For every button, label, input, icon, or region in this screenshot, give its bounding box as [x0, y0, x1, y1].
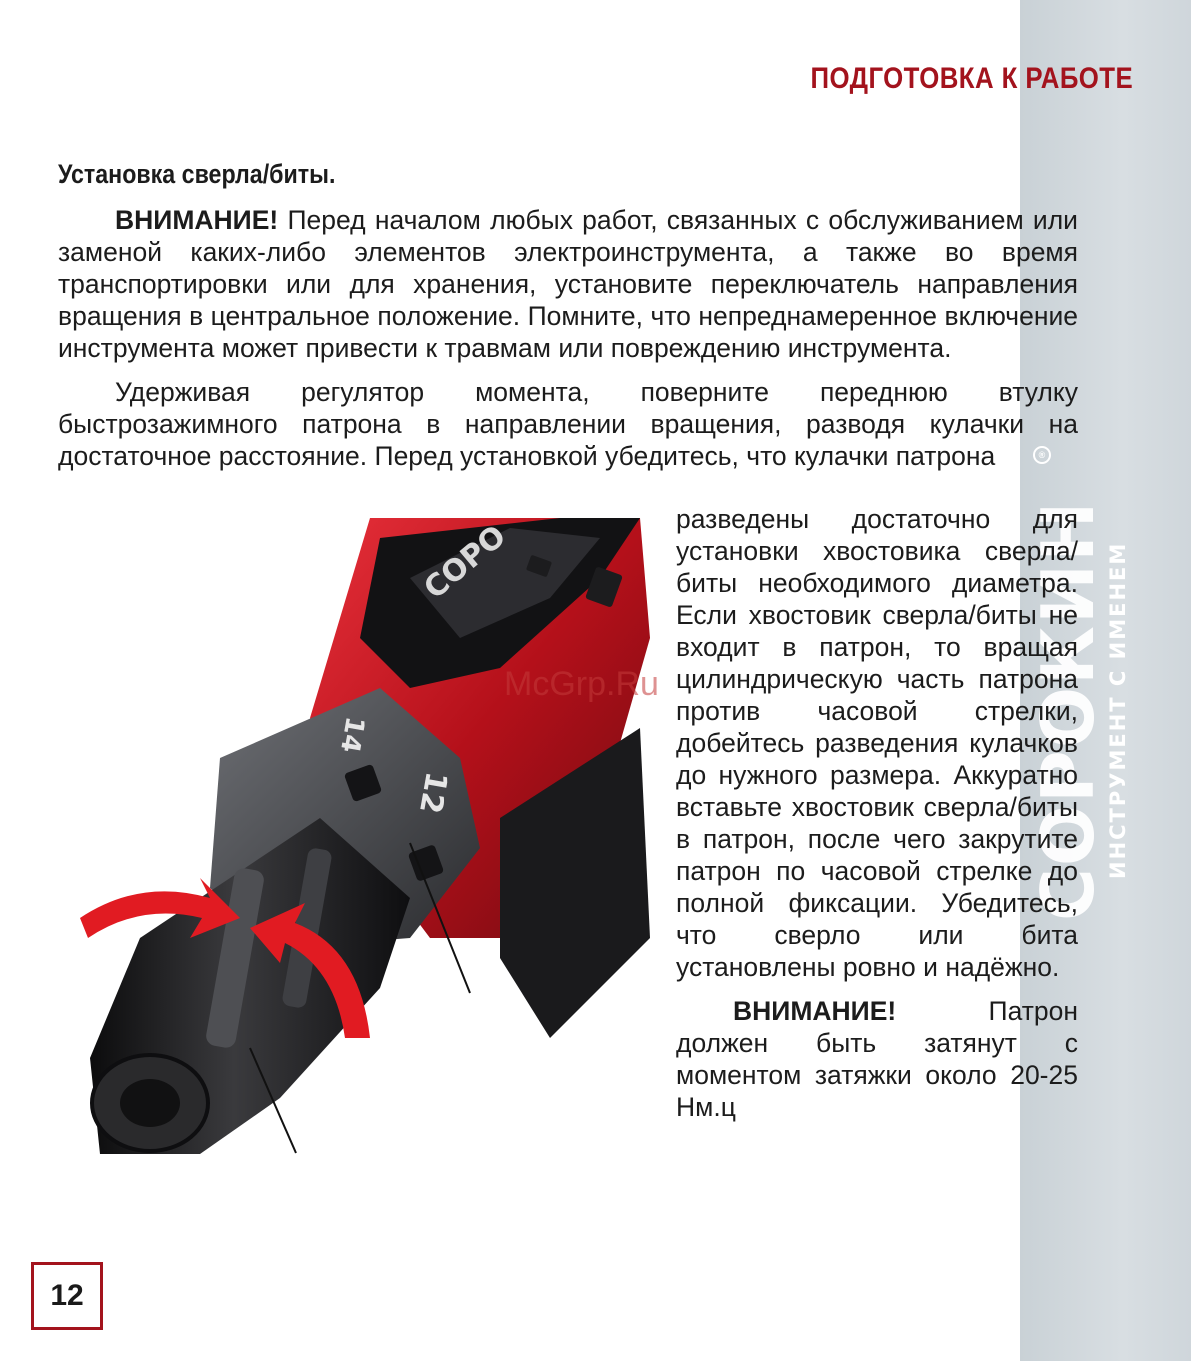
main-content: [58, 158, 1078, 472]
brand-tagline: ИНСТРУМЕНТ С ИМЕНЕМ: [1106, 541, 1130, 879]
warning-paragraph: [58, 204, 1078, 364]
side-text-column: [676, 503, 1078, 1123]
section-title: ПОДГОТОВКА К РАБОТЕ: [810, 62, 1133, 95]
page-number-text: 12: [50, 1279, 84, 1312]
torque-warning-text: Патрон должен быть затянут с моментом затяжки около 20-25 Нм.ц: [676, 996, 1078, 1122]
subtitle: Установка сверла/биты.: [58, 159, 336, 189]
watermark: McGrp.Ru: [504, 665, 659, 703]
torque-warning-label: ВНИМАНИЕ!: [733, 996, 897, 1026]
housing-brand-text: СОРО: [417, 518, 513, 607]
torque-warning-paragraph: [676, 995, 1078, 1123]
clutch-number-12: 12: [412, 768, 454, 817]
side-text: разведены достаточно для установки хвостовика сверла/биты необходимого диаметра. Если хвостовик сверла/биты не входит в патрон, то вращая цилиндрическую часть патрона против часовой стрелки, добейтесь разведения кулачков до нужного размера. Аккуратно вставьте хвостовик сверла/биты в патрон, после чего закрутите патрон по часовой стрелке до полной фиксации. Убедитесь, что сверло или бита установлены ровно и надёжно.: [676, 504, 1078, 982]
registered-mark-icon: ®: [1033, 446, 1051, 464]
warning-label: ВНИМАНИЕ!: [115, 205, 279, 235]
side-paragraph: [676, 503, 1078, 983]
warning-text: Перед началом любых работ, связанных с обслуживанием или заменой каких-либо элементов электроинструмента, а также во время транспортировки или для хранения, установите переключатель направления вращения в центральное положение. Помните, что непреднамеренное включение инструмента может привести к травмам или повреждению инструмента.: [58, 205, 1078, 363]
chuck-paragraph: [58, 376, 1078, 472]
chuck-text: Удерживая регулятор момента, поверните переднюю втулку быстрозажимного патрона в направлении вращения, разводя кулачки на достаточное расстояние. Перед установкой убедитесь, что кулачки патрона: [58, 377, 1078, 471]
brand-name: СОРОКИН: [1026, 499, 1110, 921]
clutch-number-14: 14: [333, 714, 370, 755]
page-number: [31, 1262, 103, 1330]
drill-chuck-illustration: [80, 518, 650, 1154]
